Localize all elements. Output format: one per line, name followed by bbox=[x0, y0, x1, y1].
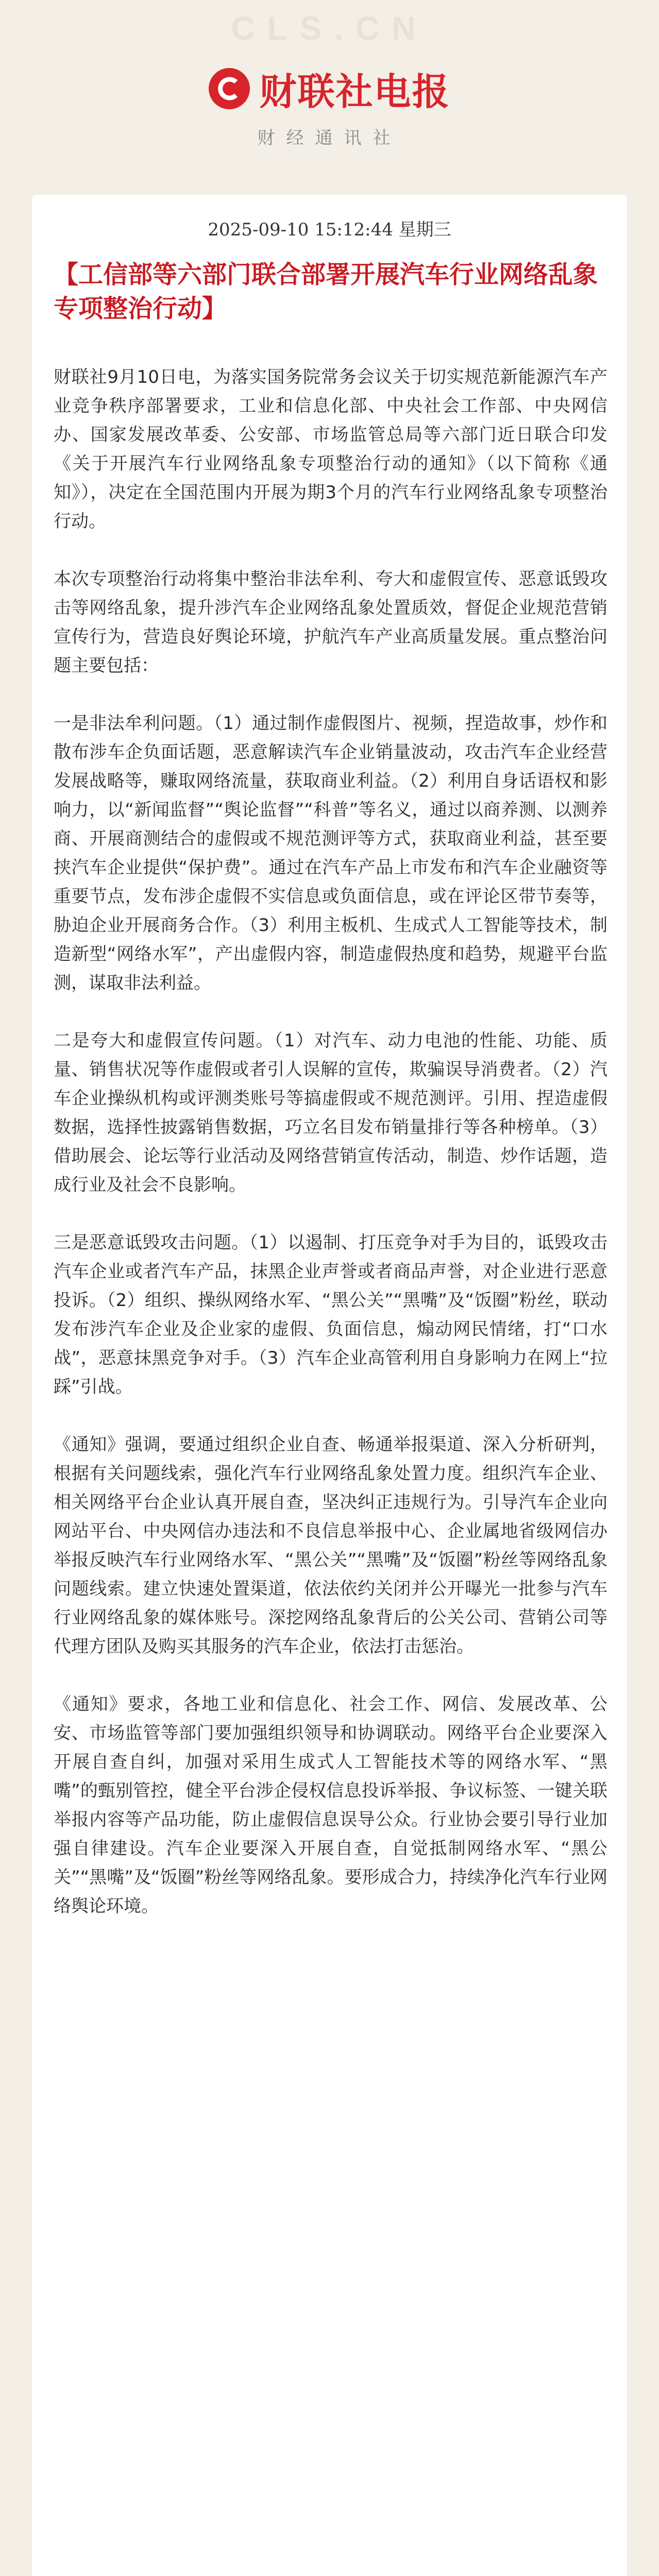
paragraph: 二是夸大和虚假宣传问题。（1）对汽车、动力电池的性能、功能、质量、销售状况等作虚假或者引人误解的宣传，欺骗误导消费者。（2）汽车企业操纵机构或评测类账号等搞虚假或不规范测评。引用、捏造虚假数据，选择性披露销售数据，巧立名目发布销量排行等各种榜单。（3）借助展会、论坛等行业活动及网络营销宣传活动，制造、炒作话题，造成行业及社会不良影响。 bbox=[54, 1030, 607, 1195]
paragraph: 《通知》要求，各地工业和信息化、社会工作、网信、发展改革、公安、市场监管等部门要加强组织领导和协调联动。网络平台企业要深入开展自查自纠，加强对采用生成式人工智能技术等的网络水军、“黑嘴”的甄别管控，健全平台涉企侵权信息投诉举报、争议标签、一键关联举报内容等产品功能，防止虚假信息误导公众。行业协会要引导行业加强自律建设。汽车企业要深入开展自查，自觉抵制网络水军、“黑公关”“黑嘴”及“饭圈”粉丝等网络乱象。要形成合力，持续净化汽车行业网络舆论环境。 bbox=[54, 1694, 607, 1917]
brand-logo bbox=[0, 62, 659, 115]
paragraph: 《通知》强调，要通过组织企业自查、畅通举报渠道、深入分析研判，根据有关问题线索，强化汽车行业网络乱象处置力度。组织汽车企业、相关网络平台企业认真开展自查，坚决纠正违规行为。引导汽车企业向网站平台、中央网信办违法和不良信息举报中心、企业属地省级网信办举报反映汽车行业网络水军、“黑公关”“黑嘴”及“饭圈”粉丝等网络乱象问题线索。建立快速处置渠道，依法依约关闭并公开曝光一批参与汽车行业网络乱象的媒体账号。深挖网络乱象背后的公关公司、营销公司等代理方团队及购买其服务的汽车企业，依法打击惩治。 bbox=[54, 1434, 607, 1657]
header bbox=[0, 0, 659, 170]
article-body bbox=[54, 363, 607, 1950]
article-card bbox=[32, 195, 627, 2576]
paragraph: 本次专项整治行动将集中整治非法牟利、夸大和虚假宣传、恶意诋毁攻击等网络乱象，提升涉汽车企业网络乱象处置质效，督促企业规范营销宣传行为，营造良好舆论环境，护航汽车产业高质量发展。重点整治问题主要包括： bbox=[54, 569, 607, 676]
paragraph: 一是非法牟利问题。（1）通过制作虚假图片、视频，捏造故事，炒作和散布涉车企负面话题，恶意解读汽车企业销量波动，攻击汽车企业经营发展战略等，赚取网络流量，获取商业利益。（2）利用自身话语权和影响力，以“新闻监督”“舆论监督”“科普”等名义，通过以商养测、以测养商、开展商测结合的虚假或不规范测评等方式，获取商业利益，甚至要挟汽车企业提供“保护费”。通过在汽车产品上市发布和汽车企业融资等重要节点，发布涉企虚假不实信息或负面信息，或在评论区带节奏等，胁迫企业开展商务合作。（3）利用主板机、生成式人工智能等技术，制造新型“网络水军”，产出虚假内容，制造虚假热度和趋势，规避平台监测，谋取非法利益。 bbox=[54, 713, 607, 993]
article-title: 【工信部等六部门联合部署开展汽车行业网络乱象专项整治行动】 bbox=[54, 260, 598, 323]
header-watermark: CLS.CN bbox=[231, 10, 428, 47]
paragraph: 三是恶意诋毁攻击问题。（1）以遏制、打压竞争对手为目的，诋毁攻击汽车企业或者汽车产品，抹黑企业声誉或者商品声誉，对企业进行恶意投诉。（2）组织、操纵网络水军、“黑公关”“黑嘴”及“饭圈”粉丝，联动发布涉汽车企业及企业家的虚假、负面信息，煽动网民情绪，打“口水战”，恶意抹黑竞争对手。（3）汽车企业高管利用自身影响力在网上“拉踩”引战。 bbox=[54, 1232, 607, 1397]
brand-name: 财联社电报 bbox=[259, 70, 450, 113]
paragraph: 财联社9月10日电，为落实国务院常务会议关于切实规范新能源汽车产业竞争秩序部署要求，工业和信息化部、中央社会工作部、中央网信办、国家发展改革委、公安部、市场监管总局等六部门近日联合印发《关于开展汽车行业网络乱象专项整治行动的通知》（以下简称《通知》），决定在全国范围内开展为期3个月的汽车行业网络乱象专项整治行动。 bbox=[54, 367, 607, 532]
brand-subtitle: 财经通讯社 bbox=[257, 128, 402, 148]
article-datetime: 2025-09-10 15:12:44 星期三 bbox=[208, 219, 451, 240]
brand-logo-icon bbox=[209, 68, 250, 109]
